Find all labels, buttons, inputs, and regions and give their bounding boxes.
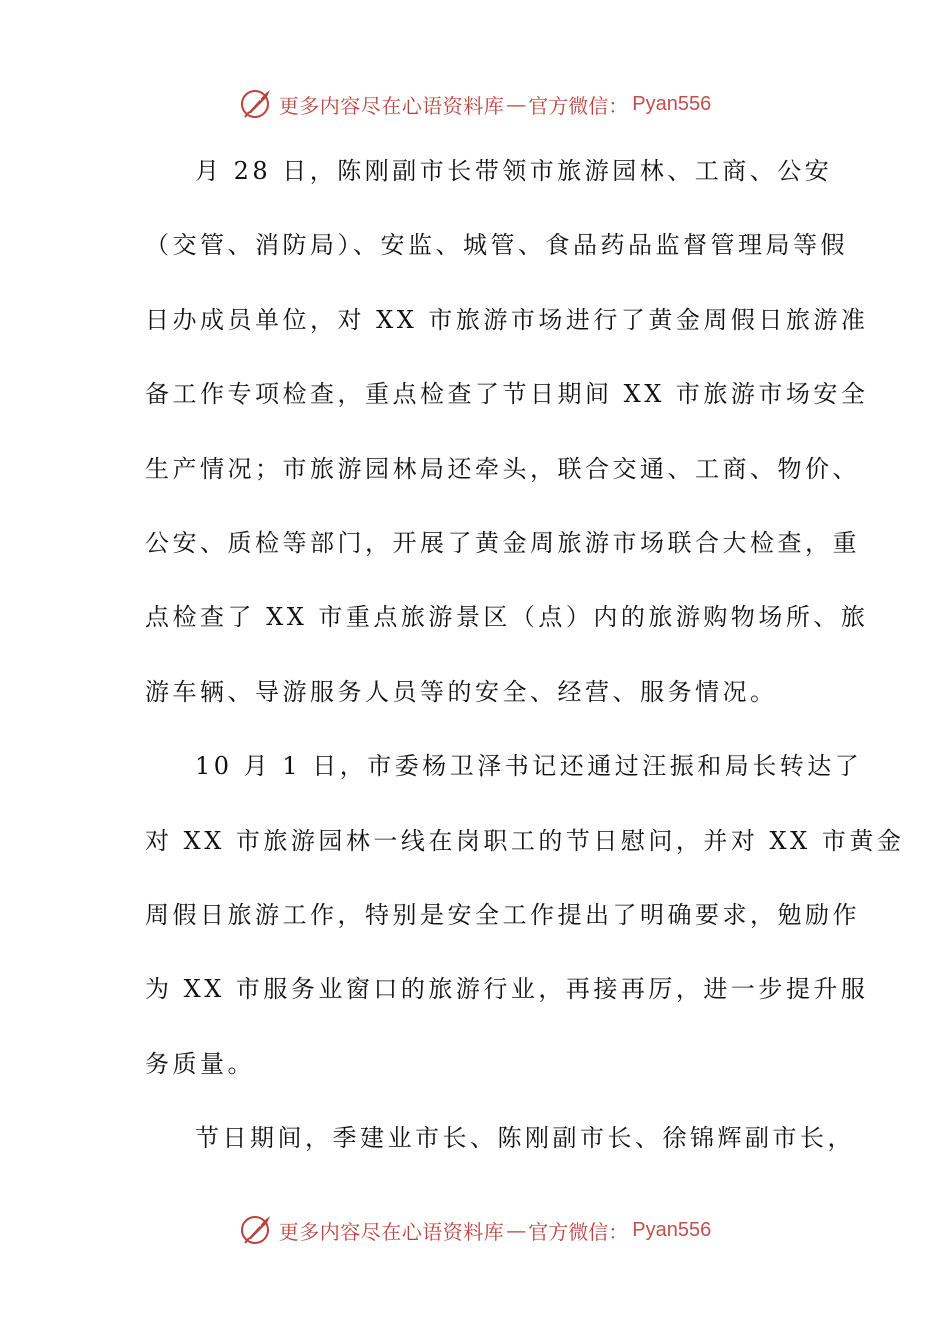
- header-site-name: 更多内容尽在心语资料库: [278, 93, 505, 118]
- body-line: 公安、质检等部门，开展了黄金周旅游市场联合大检查，重: [145, 528, 860, 557]
- footer-wechat-label: 官方微信：: [528, 1219, 629, 1244]
- body-line: 备工作专项检查，重点检查了节日期间 XX 市旅游市场安全: [145, 380, 869, 409]
- quill-logo-icon: [239, 86, 275, 122]
- footer-wechat-id: Pyan556: [632, 1218, 712, 1241]
- header-separator: —: [506, 92, 527, 116]
- body-line: 周假日旅游工作，特别是安全工作提出了明确要求，勉励作: [145, 900, 860, 929]
- header-wechat-label: 官方微信：: [528, 93, 629, 118]
- body-line: 生产情况；市旅游园林局还牵头，联合交通、工商、物价、: [145, 454, 860, 483]
- header-wechat-id: Pyan556: [632, 92, 712, 115]
- header-banner: [0, 84, 950, 124]
- document-body: [145, 150, 905, 1191]
- body-line: 日办成员单位，对 XX 市旅游市场进行了黄金周假日旅游准: [145, 305, 869, 334]
- body-line: 游车辆、导游服务人员等的安全、经营、服务情况。: [145, 677, 778, 706]
- body-line: 为 XX 市服务业窗口的旅游行业，再接再厉，进一步提升服: [145, 975, 869, 1004]
- body-line: 月 28 日，陈刚副市长带领市旅游园林、工商、公安: [195, 157, 833, 185]
- body-line: 点检查了 XX 市重点旅游景区（点）内的旅游购物场所、旅: [145, 603, 869, 632]
- footer-banner: [0, 1210, 950, 1250]
- footer-site-name: 更多内容尽在心语资料库: [278, 1219, 505, 1244]
- quill-logo-icon: [239, 1212, 275, 1248]
- body-line: 节日期间，季建业市长、陈刚副市长、徐锦辉副市长，: [195, 1124, 855, 1153]
- body-line: 10 月 1 日，市委杨卫泽书记还通过汪振和局长转达了: [195, 752, 863, 781]
- body-line: （交管、消防局）、安监、城管、食品药品监督管理局等假: [145, 231, 848, 260]
- body-line: 对 XX 市旅游园林一线在岗职工的节日慰问，并对 XX 市黄金: [145, 826, 905, 855]
- footer-separator: —: [506, 1218, 527, 1242]
- body-line: 务质量。: [145, 1049, 255, 1078]
